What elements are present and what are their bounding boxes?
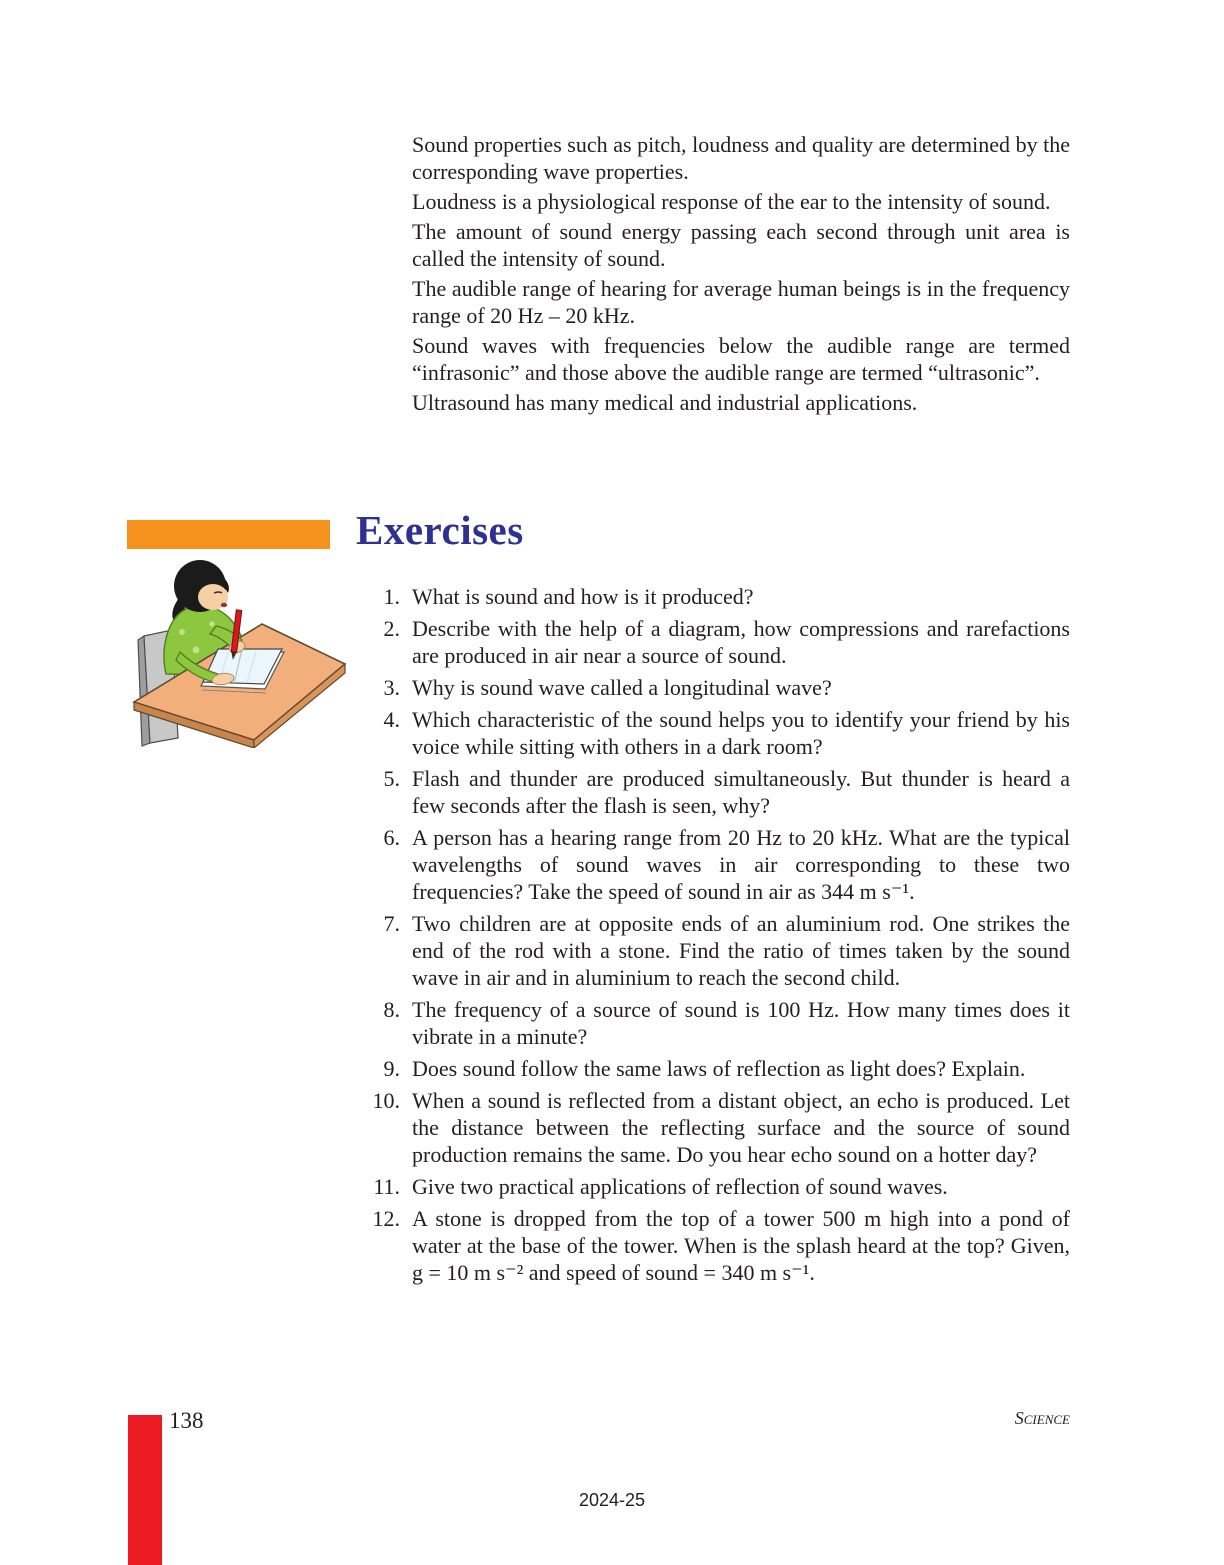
list-item (355, 188, 1070, 215)
question-row (355, 1087, 1070, 1168)
bullet-marker (355, 275, 412, 329)
bullet-text: Ultrasound has many medical and industrial applications. (412, 390, 918, 415)
question-row (355, 765, 1070, 819)
question-text: When a sound is reflected from a distant object, an echo is produced. Let the distance between the reflecting surface and the source of sound production remains the same. Do you hear echo sound on a hotter day? (412, 1088, 1070, 1167)
question-number: 8. (383, 997, 400, 1022)
question-number: 12. (372, 1206, 400, 1231)
bullet-text: The amount of sound energy passing each second through unit area is called the intensity of sound. (412, 219, 1070, 271)
exercises-heading: Exercises (356, 507, 524, 553)
question-row (355, 615, 1070, 669)
question-number: 9. (383, 1056, 400, 1081)
question-row (355, 706, 1070, 760)
footer-book-title: Science (1014, 1408, 1070, 1428)
question-text: Does sound follow the same laws of reflection as light does? Explain. (412, 1056, 1026, 1081)
girl-writing-illustration (124, 552, 352, 748)
question-number: 1. (383, 584, 400, 609)
bullet-marker (355, 188, 412, 215)
list-item (355, 332, 1070, 386)
question-text: Which characteristic of the sound helps you to identify your friend by his voice while sitting with others in a dark room? (412, 707, 1070, 759)
bullet-text: Sound waves with frequencies below the audible range are termed “infrasonic” and those above the audible range are termed “ultrasonic”. (412, 333, 1070, 385)
question-row (355, 1205, 1070, 1286)
list-item (355, 275, 1070, 329)
exercise-question-list (355, 583, 1070, 1291)
question-number: 10. (372, 1088, 400, 1113)
question-text: What is sound and how is it produced? (412, 584, 754, 609)
question-number: 7. (383, 911, 400, 936)
section-accent-bar (127, 520, 330, 549)
question-row (355, 1173, 1070, 1200)
question-row (355, 583, 1070, 610)
list-item (355, 131, 1070, 185)
bullet-text: The audible range of hearing for average human beings is in the frequency range of 20 Hz – 20 kHz. (412, 276, 1070, 328)
list-item (355, 218, 1070, 272)
question-number: 4. (383, 707, 400, 732)
question-text: Why is sound wave called a longitudinal wave? (412, 675, 832, 700)
question-text: Two children are at opposite ends of an aluminium rod. One strikes the end of the rod with a stone. Find the ratio of times taken by the sound wave in air and in aluminium to reach the second child. (412, 911, 1070, 990)
question-number: 2. (383, 616, 400, 641)
bullet-text: Sound properties such as pitch, loudness and quality are determined by the corresponding wave properties. (412, 132, 1070, 184)
question-text: A stone is dropped from the top of a tower 500 m high into a pond of water at the base of the tower. When is the splash heard at the top? Given, g = 10 m s⁻² and speed of sound = 340 m s⁻¹. (412, 1206, 1070, 1285)
question-text: The frequency of a source of sound is 100 Hz. How many times does it vibrate in a minute? (412, 997, 1070, 1049)
question-number: 6. (383, 825, 400, 850)
question-text: Flash and thunder are produced simultaneously. But thunder is heard a few seconds after the flash is seen, why? (412, 766, 1070, 818)
list-item (355, 389, 1070, 416)
question-row (355, 1055, 1070, 1082)
question-number: 3. (383, 675, 400, 700)
page-number: 138 (169, 1408, 204, 1433)
bullet-marker (355, 332, 412, 386)
bullet-text: Loudness is a physiological response of the ear to the intensity of sound. (412, 189, 1051, 214)
bullet-marker (355, 389, 412, 416)
question-text: A person has a hearing range from 20 Hz to 20 kHz. What are the typical wavelengths of sound waves in air corresponding to these two frequencies? Take the speed of sound in air as 344 m s⁻¹. (412, 825, 1070, 904)
summary-bullet-list (355, 131, 1070, 419)
question-number: 11. (373, 1174, 400, 1199)
question-row (355, 824, 1070, 905)
question-text: Describe with the help of a diagram, how compressions and rarefactions are produced in air near a source of sound. (412, 616, 1070, 668)
question-row (355, 910, 1070, 991)
bullet-marker (355, 218, 412, 272)
question-row (355, 674, 1070, 701)
question-row (355, 996, 1070, 1050)
bullet-marker (355, 131, 412, 185)
question-number: 5. (383, 766, 400, 791)
question-text: Give two practical applications of reflection of sound waves. (412, 1174, 948, 1199)
footer-edition-label: 2024-25 (578, 1490, 646, 1510)
